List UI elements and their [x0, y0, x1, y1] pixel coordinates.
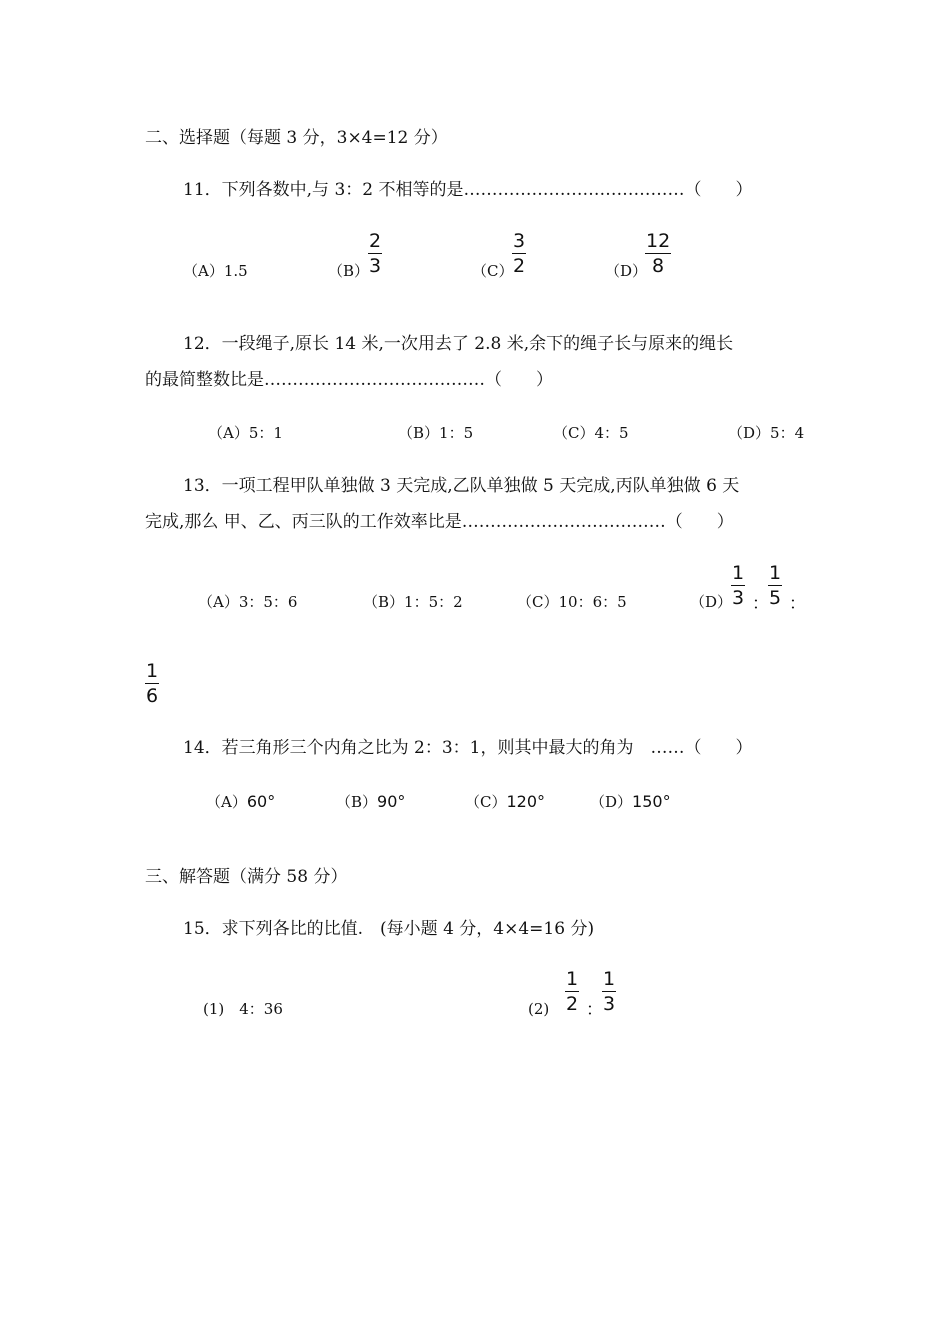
q13-option-d-fraction-1: [731, 562, 745, 609]
q14-option-c: [465, 793, 545, 811]
q14-option-b: [336, 793, 405, 811]
q13-option-b: （B）1：5：2: [363, 593, 463, 611]
q11-option-b-label: （B）: [328, 262, 370, 280]
fraction-numerator: 1: [146, 660, 159, 682]
fraction-denominator: 2: [566, 993, 579, 1015]
fraction-denominator: 6: [146, 685, 159, 707]
fraction-denominator: 5: [769, 587, 782, 609]
fraction-bar: [645, 253, 671, 254]
q13-option-d-label: （D）: [690, 593, 733, 611]
fraction-numerator: 2: [369, 230, 382, 252]
q13-option-d-fraction-3: [145, 660, 159, 707]
q12-option-d: （D）5：4: [728, 424, 805, 442]
q11-option-d-fraction: [645, 230, 671, 277]
q13-option-d-fraction-2: [768, 562, 782, 609]
q12-option-a: （A）5：1: [208, 424, 283, 442]
q14-option-a: [206, 793, 275, 811]
fraction-bar: [565, 991, 579, 992]
q11-option-c-fraction: [512, 230, 526, 277]
fraction-numerator: 1: [603, 968, 616, 990]
fraction-bar: [145, 683, 159, 684]
ratio-separator: ：: [752, 594, 769, 614]
fraction-denominator: 8: [652, 255, 665, 277]
question-13-line1: 13．一项工程甲队单独做 3 天完成,乙队单独做 5 天完成,丙队单独做 6 天: [183, 476, 740, 496]
fraction-bar: [768, 585, 782, 586]
fraction-denominator: 2: [513, 255, 526, 277]
q15-part-1: (1) 4：36: [203, 1000, 283, 1018]
fraction-numerator: 1: [566, 968, 579, 990]
fraction-numerator: 12: [646, 230, 671, 252]
option-label: （A）: [206, 793, 247, 811]
q15-part-2-fraction-2: [602, 968, 616, 1015]
option-label: （D）: [590, 793, 633, 811]
q14-option-d: [590, 793, 671, 811]
fraction-numerator: 1: [769, 562, 782, 584]
option-value: 120°: [506, 792, 546, 811]
q15-part-2-fraction-1: [565, 968, 579, 1015]
section-heading-choice: 二、选择题（每题 3 分，3×4=12 分）: [145, 128, 448, 148]
fraction-numerator: 1: [732, 562, 745, 584]
q12-option-b: （B）1：5: [398, 424, 474, 442]
option-value: 60°: [246, 792, 276, 811]
question-14-text: 14．若三角形三个内角之比为 2：3：1，则其中最大的角为 ……（ ）: [183, 738, 753, 758]
question-12-line1: 12．一段绳子,原长 14 米,一次用去了 2.8 米,余下的绳子长与原来的绳长: [183, 334, 734, 354]
fraction-bar: [602, 991, 616, 992]
option-value: 150°: [632, 792, 671, 811]
q11-option-b-fraction: [368, 230, 382, 277]
fraction-denominator: 3: [732, 587, 745, 609]
question-11-text: 11．下列各数中,与 3：2 不相等的是…………………………………（ ）: [183, 180, 753, 200]
q11-option-a: （A）1.5: [183, 262, 248, 280]
section-heading-answer: 三、解答题（满分 58 分）: [145, 867, 348, 887]
ratio-separator: ：: [789, 594, 806, 614]
fraction-bar: [368, 253, 382, 254]
q13-option-a: （A）3：5：6: [198, 593, 298, 611]
question-15-text: 15．求下列各比的比值. (每小题 4 分，4×4=16 分): [183, 919, 595, 939]
question-13-line2: 完成,那么 甲、乙、丙三队的工作效率比是………………………………（ ）: [145, 512, 734, 532]
option-label: （B）: [336, 793, 378, 811]
fraction-denominator: 3: [369, 255, 382, 277]
option-label: （C）: [465, 793, 507, 811]
question-12-line2: 的最简整数比是…………………………………（ ）: [145, 370, 553, 390]
ratio-separator: ：: [586, 1000, 603, 1020]
fraction-bar: [731, 585, 745, 586]
fraction-denominator: 3: [603, 993, 616, 1015]
fraction-numerator: 3: [513, 230, 526, 252]
q11-option-d-label: （D）: [605, 262, 648, 280]
q15-part-2-label: (2): [528, 1000, 550, 1018]
q13-option-c: （C）10：6：5: [517, 593, 627, 611]
q11-option-c-label: （C）: [472, 262, 514, 280]
fraction-bar: [512, 253, 526, 254]
option-value: 90°: [377, 792, 406, 811]
q12-option-c: （C）4：5: [553, 424, 629, 442]
